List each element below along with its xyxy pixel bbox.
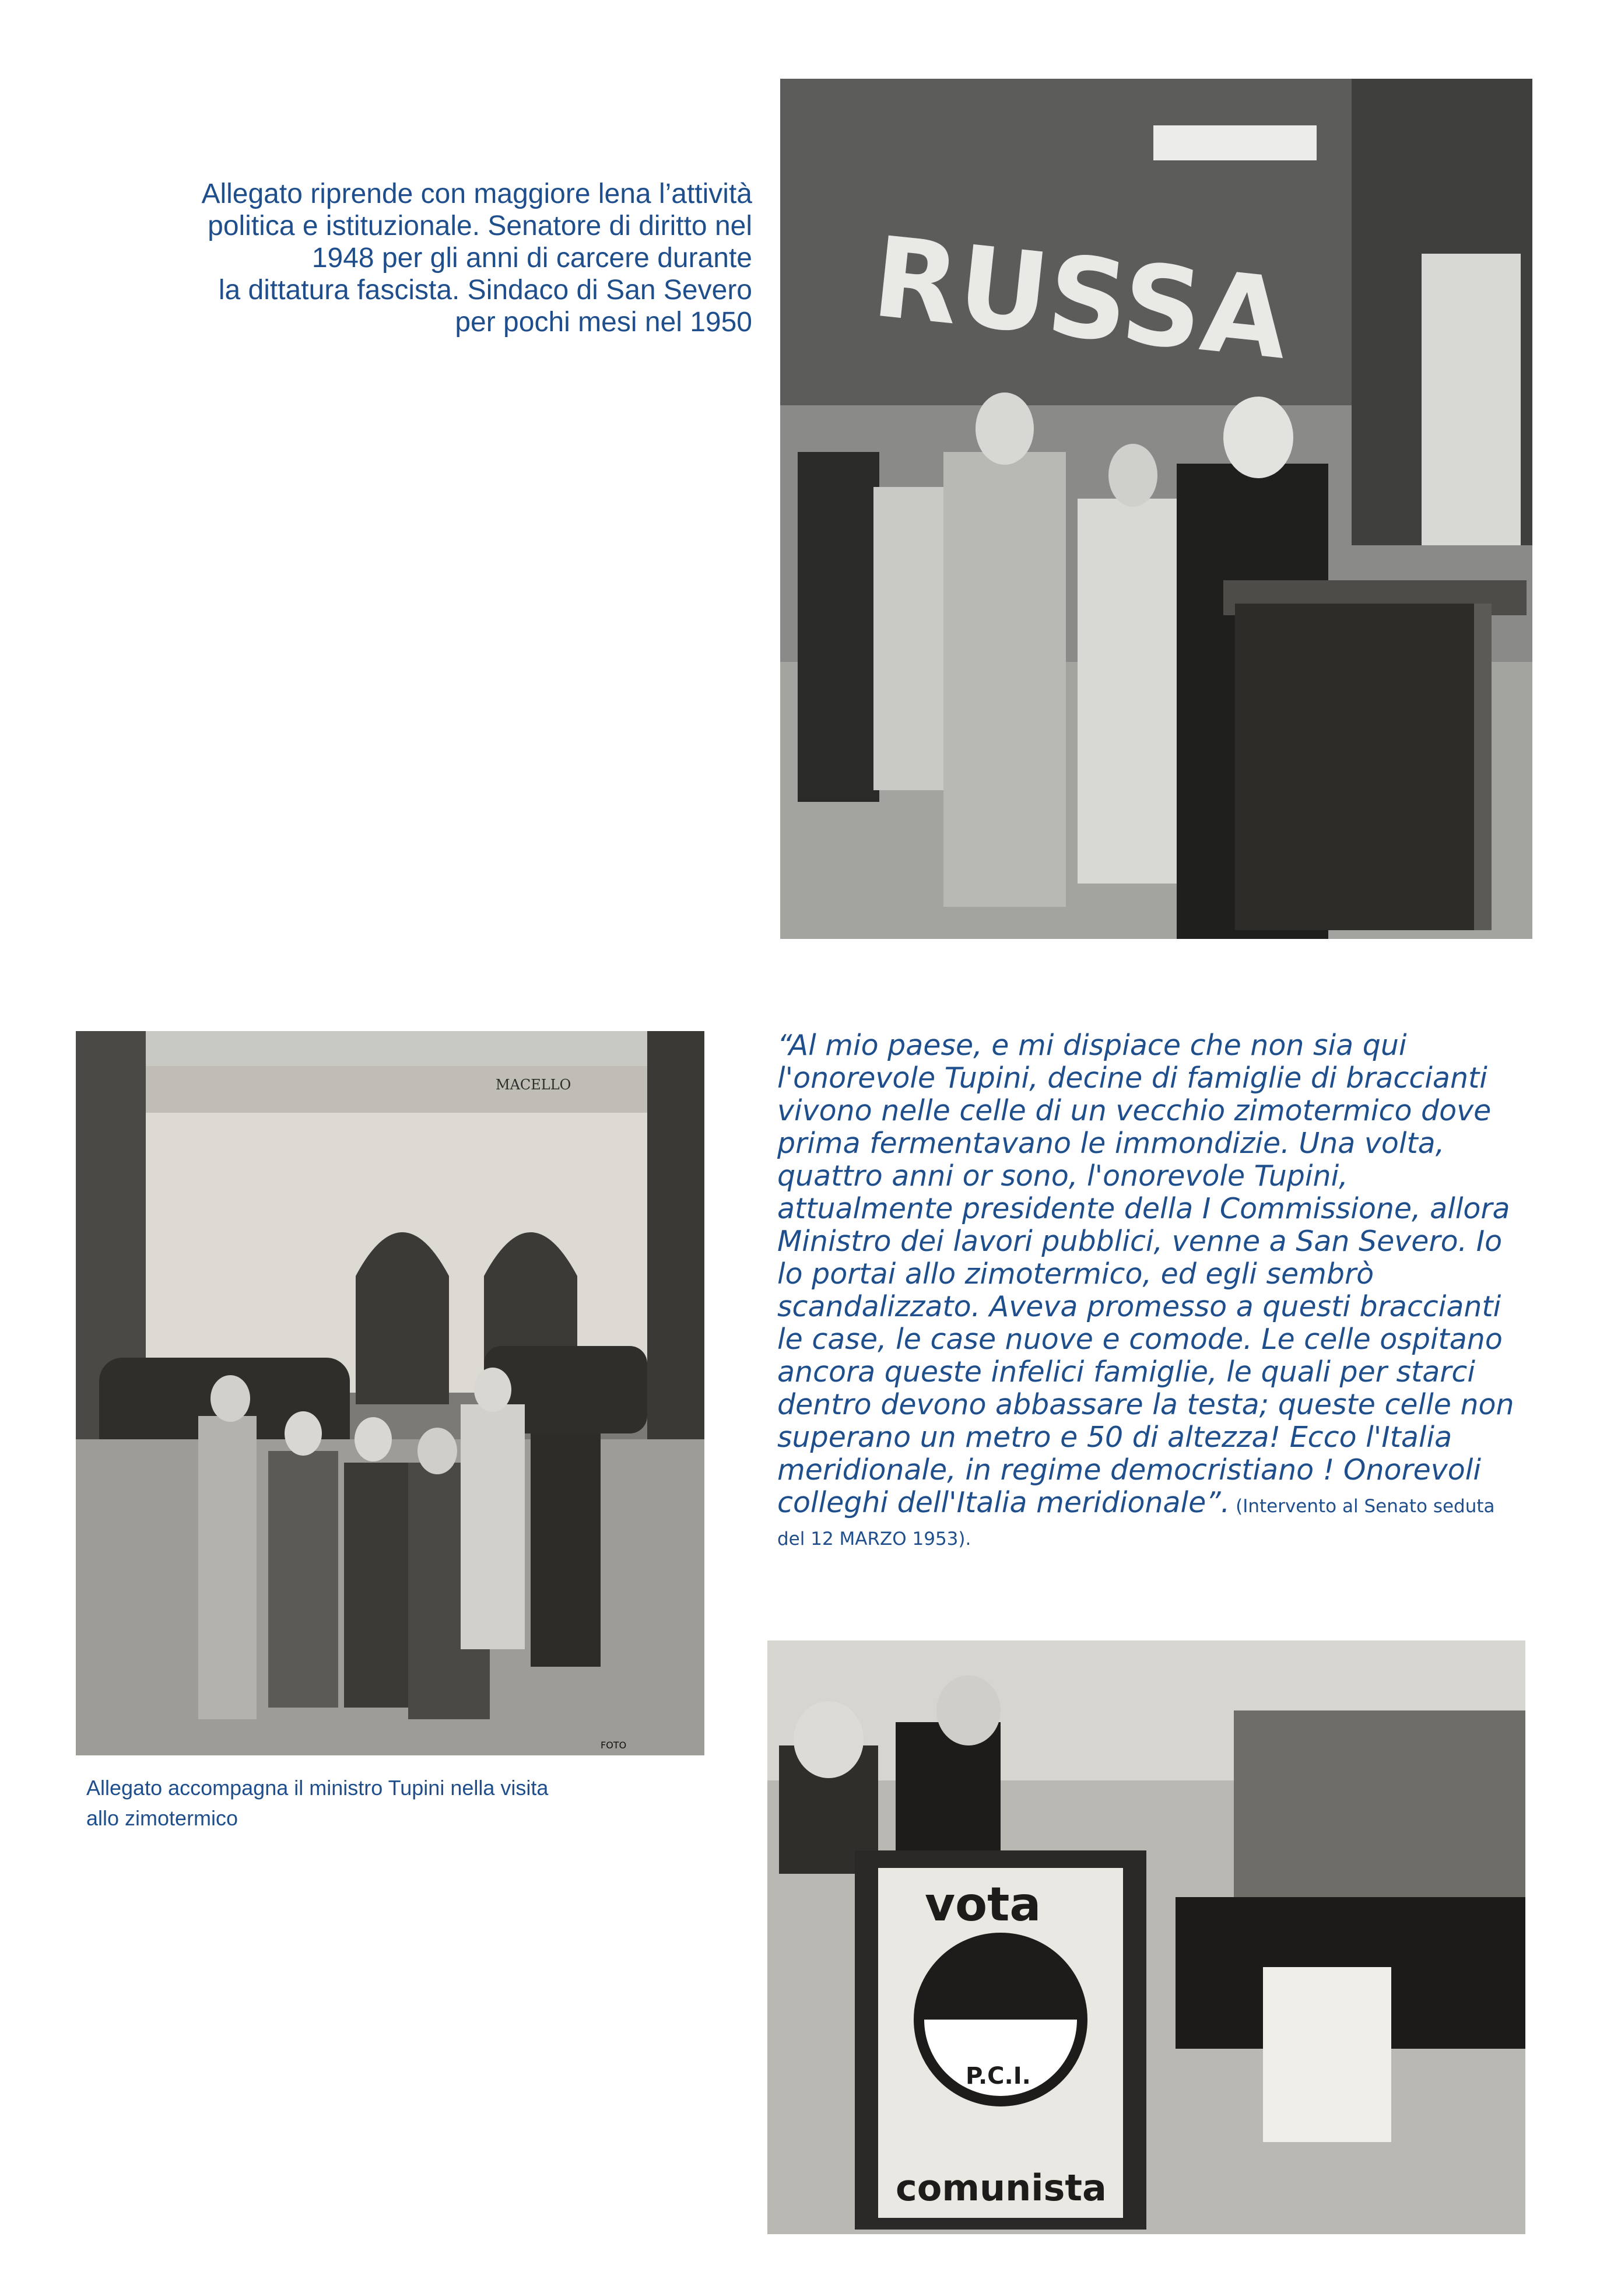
quote-line: superano un metro e 50 di altezza! Ecco l'Italia	[777, 1421, 1452, 1454]
quote-line: scandalizzato. Aveva promesso a questi braccianti	[777, 1290, 1501, 1323]
quote-source: (Intervento al Senato seduta	[1230, 1496, 1495, 1517]
quote-line: l'onorevole Tupini, decine di famiglie di braccianti	[777, 1061, 1487, 1095]
quote-source-date: del 12 MARZO 1953).	[777, 1529, 971, 1550]
quote-line: prima fermentavano le immondizie. Una volta,	[777, 1127, 1445, 1160]
intro-paragraph	[87, 178, 752, 338]
intro-line: politica e istituzionale. Senatore di diritto nel	[208, 211, 752, 241]
quote-line: quattro anni or sono, l'onorevole Tupini,	[777, 1159, 1348, 1193]
zimotermico-visit-photo	[76, 1031, 704, 1755]
quote-line: Ministro dei lavori pubblici, venne a San Severo. Io	[777, 1225, 1503, 1258]
quote-line: “Al mio paese, e mi dispiace che non sia qui	[777, 1029, 1407, 1062]
rally-photo	[780, 79, 1532, 939]
quote-line: meridionale, in regime democristiano ! Onorevoli	[777, 1453, 1482, 1487]
caption-line: Allegato accompagna il ministro Tupini nella visita	[86, 1776, 549, 1800]
quote-line: ancora queste infelici famiglie, le quali per starci	[777, 1355, 1475, 1389]
intro-line: Allegato riprende con maggiore lena l’attività	[201, 178, 752, 209]
poster-comunista: comunista	[896, 2167, 1107, 2209]
intro-line: 1948 per gli anni di carcere durante	[311, 243, 752, 274]
intro-line: per pochi mesi nel 1950	[455, 307, 752, 338]
caption-line: allo zimotermico	[86, 1806, 238, 1830]
quote-line: dentro devono abbassare la testa; queste celle non	[777, 1388, 1514, 1421]
rally-banner-text: RUSSA	[867, 212, 1294, 384]
poster-pci: P.C.I.	[966, 2063, 1031, 2090]
poster-vota: vota	[925, 1877, 1041, 1932]
quote-last-line	[777, 1487, 1535, 1523]
quote-line: lo portai allo zimotermico, ed egli sembrò	[777, 1257, 1374, 1291]
quote-line: attualmente presidente della I Commissione, allora	[777, 1192, 1510, 1225]
intro-line: la dittatura fascista. Sindaco di San Severo	[218, 275, 752, 306]
senate-quote	[777, 1029, 1535, 1555]
macello-sign: MACELLO	[496, 1077, 571, 1093]
quote-line: le case, le case nuove e comode. Le celle ospitano	[777, 1323, 1503, 1356]
pci-rally-photo	[767, 1640, 1525, 2234]
visit-caption	[86, 1773, 728, 1834]
photo-credit: FOTO	[601, 1740, 627, 1751]
quote-line: vivono nelle celle di un vecchio zimotermico dove	[777, 1094, 1492, 1127]
quote-closing: colleghi dell'Italia meridionale”.	[777, 1486, 1230, 1519]
